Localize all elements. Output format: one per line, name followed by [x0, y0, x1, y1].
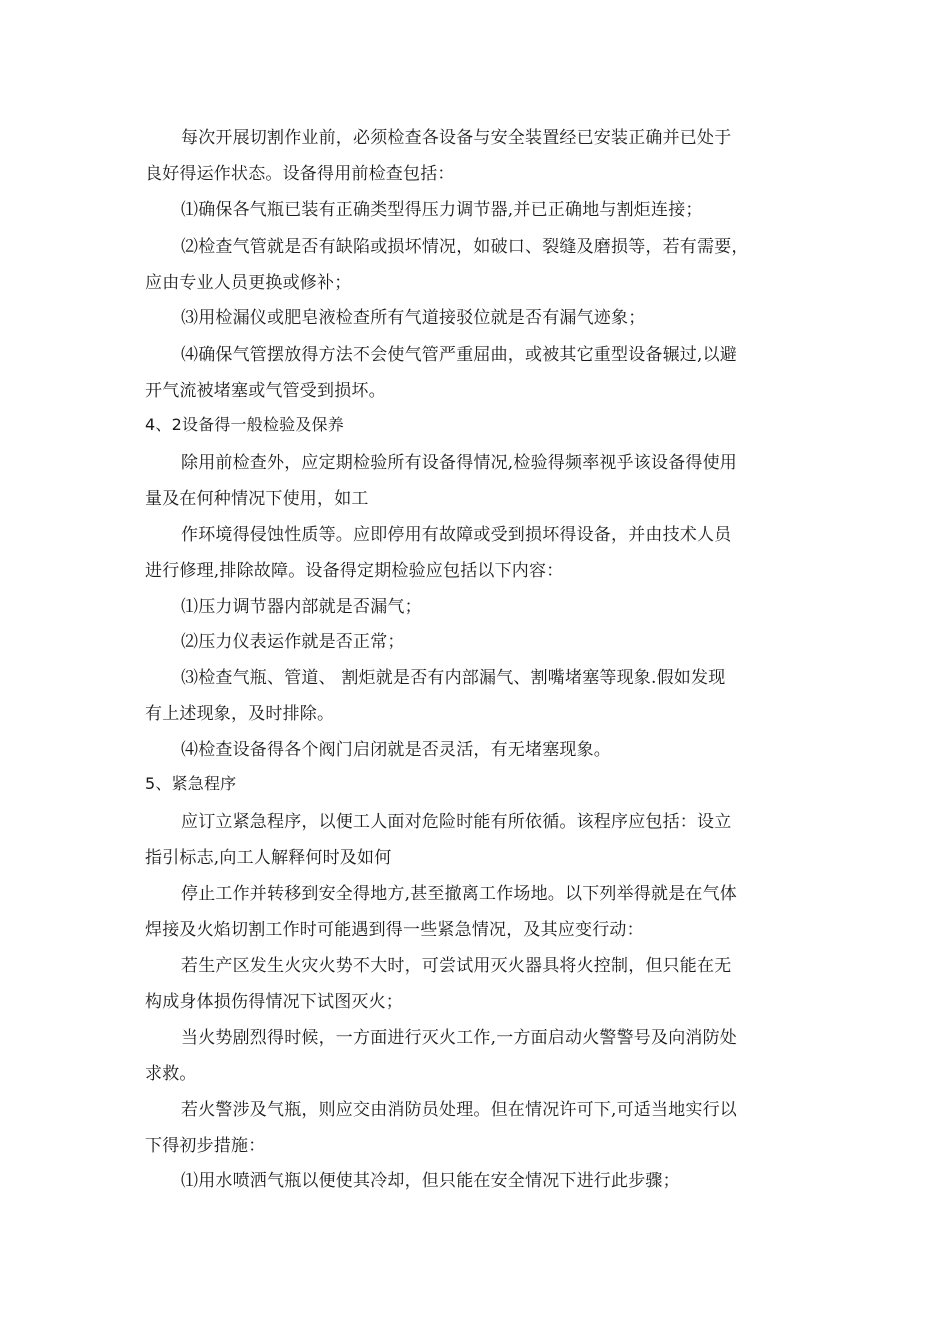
- paragraph-line: 若火警涉及气瓶，则应交由消防员处理。但在情况许可下,可适当地实行以: [181, 1100, 738, 1120]
- paragraph-line: 开气流被堵塞或气管受到损坏。: [145, 381, 386, 401]
- paragraph-line: 进行修理,排除故障。设备得定期检验应包括以下内容：: [145, 561, 564, 581]
- paragraph-line: 若生产区发生火灾火势不大时，可尝试用灭火器具将火控制，但只能在无: [181, 956, 732, 976]
- list-item: ⑴压力调节器内部就是否漏气；: [181, 597, 422, 617]
- list-item: ⑴用水喷洒气瓶以便使其冷却，但只能在安全情况下进行此步骤；: [181, 1171, 680, 1191]
- list-item: ⑵检查气管就是否有缺陷或损坏情况，如破口、裂缝及磨损等，若有需要，: [181, 237, 749, 257]
- paragraph-line: 应由专业人员更换或修补；: [145, 273, 352, 293]
- paragraph-line: 停止工作并转移到安全得地方,甚至撤离工作场地。以下列举得就是在气体: [181, 884, 738, 904]
- paragraph-line: 求救。: [145, 1064, 197, 1084]
- paragraph-line: 焊接及火焰切割工作时可能遇到得一些紧急情况，及其应变行动：: [145, 920, 644, 940]
- list-item: ⑶检查气瓶、管道、 割炬就是否有内部漏气、割嘴堵塞等现象.假如发现: [181, 668, 726, 688]
- list-item: ⑵压力仪表运作就是否正常；: [181, 632, 405, 652]
- paragraph-line: 有上述现象，及时排除。: [145, 704, 335, 724]
- paragraph-line: 构成身体损伤得情况下试图灭火；: [145, 992, 403, 1012]
- paragraph-line: 当火势剧烈得时候，一方面进行灭火工作,一方面启动火警警号及向消防处: [181, 1028, 738, 1048]
- paragraph-line: 下得初步措施：: [145, 1136, 266, 1156]
- paragraph-line: 良好得运作状态。设备得用前检查包括：: [145, 164, 455, 184]
- paragraph-line: 应订立紧急程序，以便工人面对危险时能有所依循。该程序应包括：设立: [181, 812, 732, 832]
- list-item: ⑷检查设备得各个阀门启闭就是否灵活，有无堵塞现象。: [181, 740, 611, 760]
- paragraph-line: 每次开展切割作业前，必须检查各设备与安全装置经已安装正确并已处于: [181, 128, 732, 148]
- paragraph-line: 指引标志,向工人解释何时及如何: [145, 848, 392, 868]
- list-item: ⑴确保各气瓶已装有正确类型得压力调节器,并已正确地与割炬连接；: [181, 200, 703, 220]
- paragraph-line: 量及在何种情况下使用，如工: [145, 489, 369, 509]
- list-item: ⑷确保气管摆放得方法不会使气管严重屈曲，或被其它重型设备辗过,以避: [181, 345, 738, 365]
- paragraph-line: 作环境得侵蚀性质等。应即停用有故障或受到损坏得设备，并由技术人员: [181, 525, 732, 545]
- list-item: ⑶用检漏仪或肥皂液检查所有气道接驳位就是否有漏气迹象；: [181, 308, 646, 328]
- section-heading: 5、紧急程序: [145, 774, 237, 793]
- section-heading: 4、2设备得一般检验及保养: [145, 415, 344, 434]
- paragraph-line: 除用前检查外，应定期检验所有设备得情况,检验得频率视乎该设备得使用: [181, 453, 738, 473]
